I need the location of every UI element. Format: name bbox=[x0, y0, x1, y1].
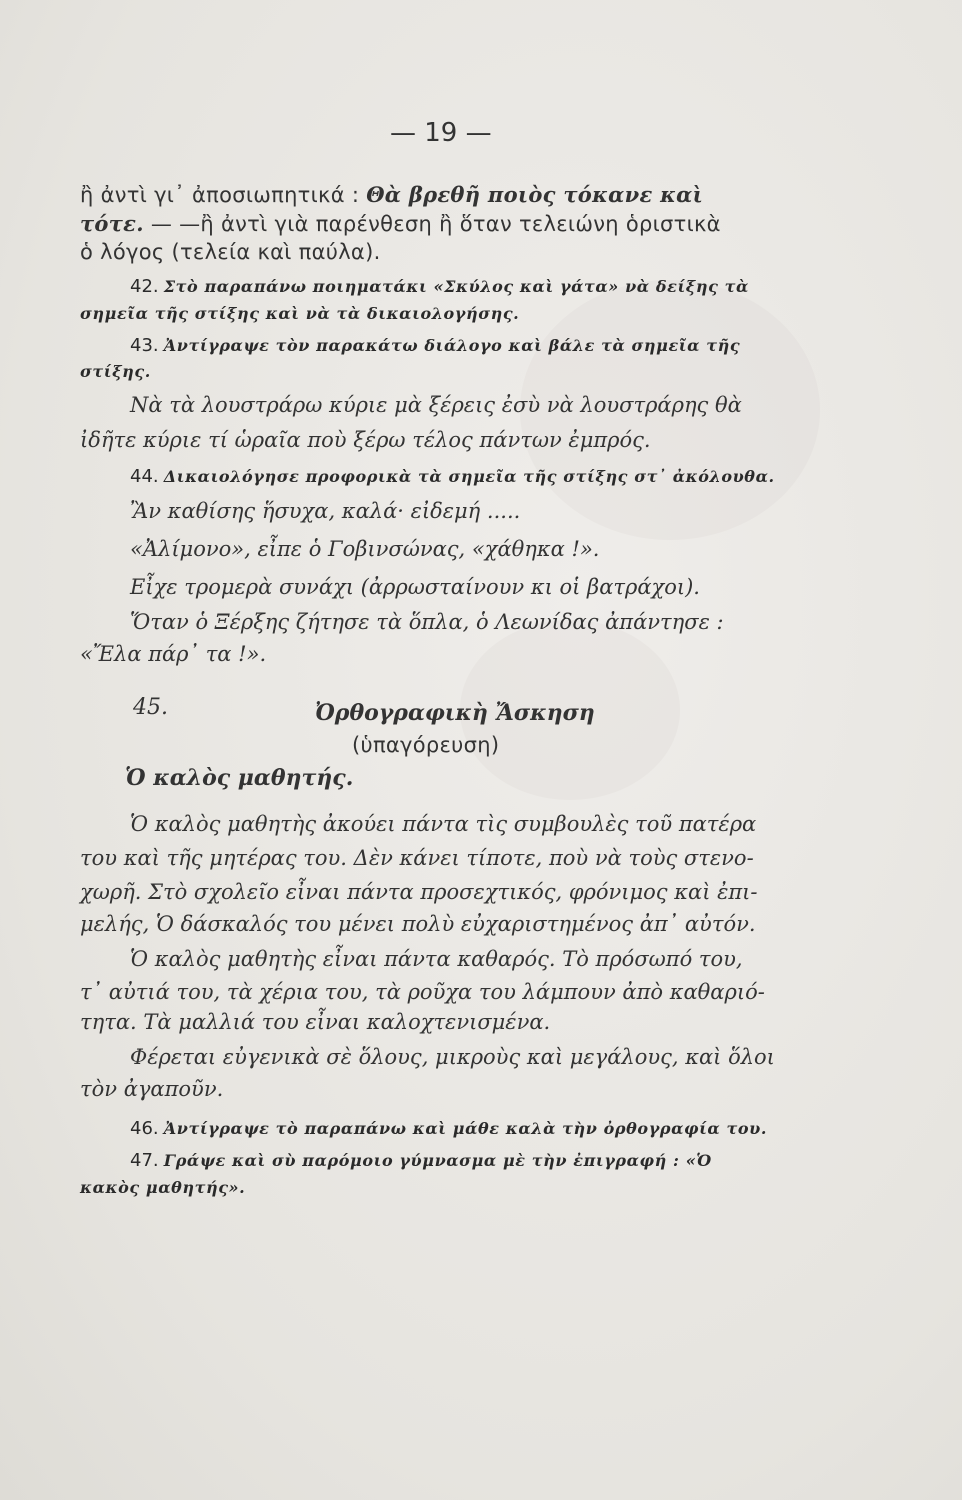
exercise-42-line-1 bbox=[130, 276, 749, 297]
exercise-43-line-1 bbox=[130, 335, 740, 356]
exercise-42-text: Στὸ παραπάνω ποιηματάκι «Σκύλος καὶ γάτα» νὰ δείξης τὰ bbox=[163, 277, 749, 296]
exercise-42-number: 42. bbox=[130, 276, 159, 297]
exercise-45-subtitle: (ὑπαγόρευση) bbox=[352, 733, 500, 757]
exercise-44-sentence-4: Ὅταν ὁ Ξέρξης ζήτησε τὰ ὅπλα, ὁ Λεωνίδας ἀπάντησε : bbox=[130, 610, 724, 634]
exercise-46-number: 46. bbox=[130, 1118, 159, 1139]
exercise-45-title: Ὀρθογραφικὴ Ἄσκηση bbox=[315, 700, 595, 726]
top-line-3: ὁ λόγος (τελεία καὶ παύλα). bbox=[80, 240, 381, 264]
exercise-47-text: Γράψε καὶ σὺ παρόμοιο γύμνασμα μὲ τὴν ἐπιγραφή : «Ὁ bbox=[163, 1151, 712, 1170]
page-number: — 19 — bbox=[390, 118, 492, 148]
exercise-44-line-1 bbox=[130, 466, 775, 487]
story-p2-line-3: τητα. Τὰ μαλλιά του εἶναι καλοχτενισμένα. bbox=[80, 1010, 551, 1034]
exercise-44-sentence-3: Εἶχε τρομερὰ συνάχι (ἀρρωσταίνουν κι οἱ βατράχοι). bbox=[130, 575, 700, 599]
exercise-43-number: 43. bbox=[130, 335, 159, 356]
exercise-45-number: 45. bbox=[133, 695, 168, 720]
story-p3-line-1: Φέρεται εὐγενικὰ σὲ ὅλους, μικροὺς καὶ μεγάλους, καὶ ὅλοι bbox=[130, 1045, 775, 1069]
exercise-46-text: Ἀντίγραψε τὸ παραπάνω καὶ μάθε καλὰ τὴν ὀρθογραφία του. bbox=[163, 1119, 768, 1138]
story-p1-line-2: του καὶ τῆς μητέρας του. Δὲν κάνει τίποτε, ποὺ νὰ τοὺς στενο- bbox=[80, 846, 754, 870]
story-p3-line-2: τὸν ἀγαποῦν. bbox=[80, 1077, 224, 1101]
exercise-44-sentence-5: «Ἔλα πάρ᾽ τα !». bbox=[80, 642, 267, 666]
story-p1-line-1: Ὁ καλὸς μαθητὴς ἀκούει πάντα τὶς συμβουλὲς τοῦ πατέρα bbox=[130, 812, 757, 836]
exercise-43-line-2: στίξης. bbox=[80, 362, 151, 381]
exercise-43-dialogue-2: ἰδῆτε κύριε τί ὡραῖα ποὺ ξέρω τέλος πάντων ἐμπρός. bbox=[80, 428, 651, 452]
exercise-46-line-1 bbox=[130, 1118, 767, 1139]
top-line-1 bbox=[80, 182, 703, 207]
story-p1-line-3: χωρῆ. Στὸ σχολεῖο εἶναι πάντα προσεχτικός, φρόνιμος καὶ ἐπι- bbox=[80, 880, 758, 904]
exercise-47-number: 47. bbox=[130, 1150, 159, 1171]
story-p1-line-4: μελής, Ὁ δάσκαλός του μένει πολὺ εὐχαριστημένος ἀπ᾽ αὐτόν. bbox=[80, 912, 756, 936]
top-line-1-text: ἢ ἀντὶ γι᾽ ἀποσιωπητικά : bbox=[80, 183, 360, 207]
exercise-42-line-2: σημεῖα τῆς στίξης καὶ νὰ τὰ δικαιολογήσης. bbox=[80, 304, 520, 323]
exercise-44-sentence-2: «Ἀλίμονο», εἶπε ὁ Γοβινσώνας, «χάθηκα !». bbox=[130, 537, 600, 561]
story-title: Ὁ καλὸς μαθητής. bbox=[125, 765, 354, 791]
exercise-43-text: Ἀντίγραψε τὸν παρακάτω διάλογο καὶ βάλε τὰ σημεῖα τῆς bbox=[163, 336, 741, 355]
exercise-44-text: Δικαιολόγησε προφορικὰ τὰ σημεῖα τῆς στίξης στ᾽ ἀκόλουθα. bbox=[163, 467, 775, 486]
exercise-47-line-2: κακὸς μαθητής». bbox=[80, 1178, 246, 1197]
exercise-43-dialogue-1: Νὰ τὰ λουστράρω κύριε μὰ ξέρεις ἐσὺ νὰ λουστράρης θὰ bbox=[130, 393, 742, 417]
exercise-44-number: 44. bbox=[130, 466, 159, 487]
top-line-1-italic: Θὰ βρεθῆ ποιὸς τόκανε καὶ bbox=[366, 182, 704, 207]
top-line-2-text: — —ἢ ἀντὶ γιὰ παρένθεση ἢ ὅταν τελειώνη ὁριστικὰ bbox=[150, 212, 721, 236]
top-line-2 bbox=[80, 211, 721, 236]
exercise-44-sentence-1: Ἂν καθίσης ἥσυχα, καλά· εἰδεμή ..... bbox=[130, 499, 521, 523]
story-p2-line-2: τ᾽ αὐτιά του, τὰ χέρια του, τὰ ροῦχα του λάμπουν ἀπὸ καθαριό- bbox=[80, 980, 765, 1004]
exercise-47-line-1 bbox=[130, 1150, 712, 1171]
top-line-2-italic: τότε. bbox=[80, 211, 144, 236]
story-p2-line-1: Ὁ καλὸς μαθητὴς εἶναι πάντα καθαρός. Τὸ πρόσωπό του, bbox=[130, 947, 743, 971]
